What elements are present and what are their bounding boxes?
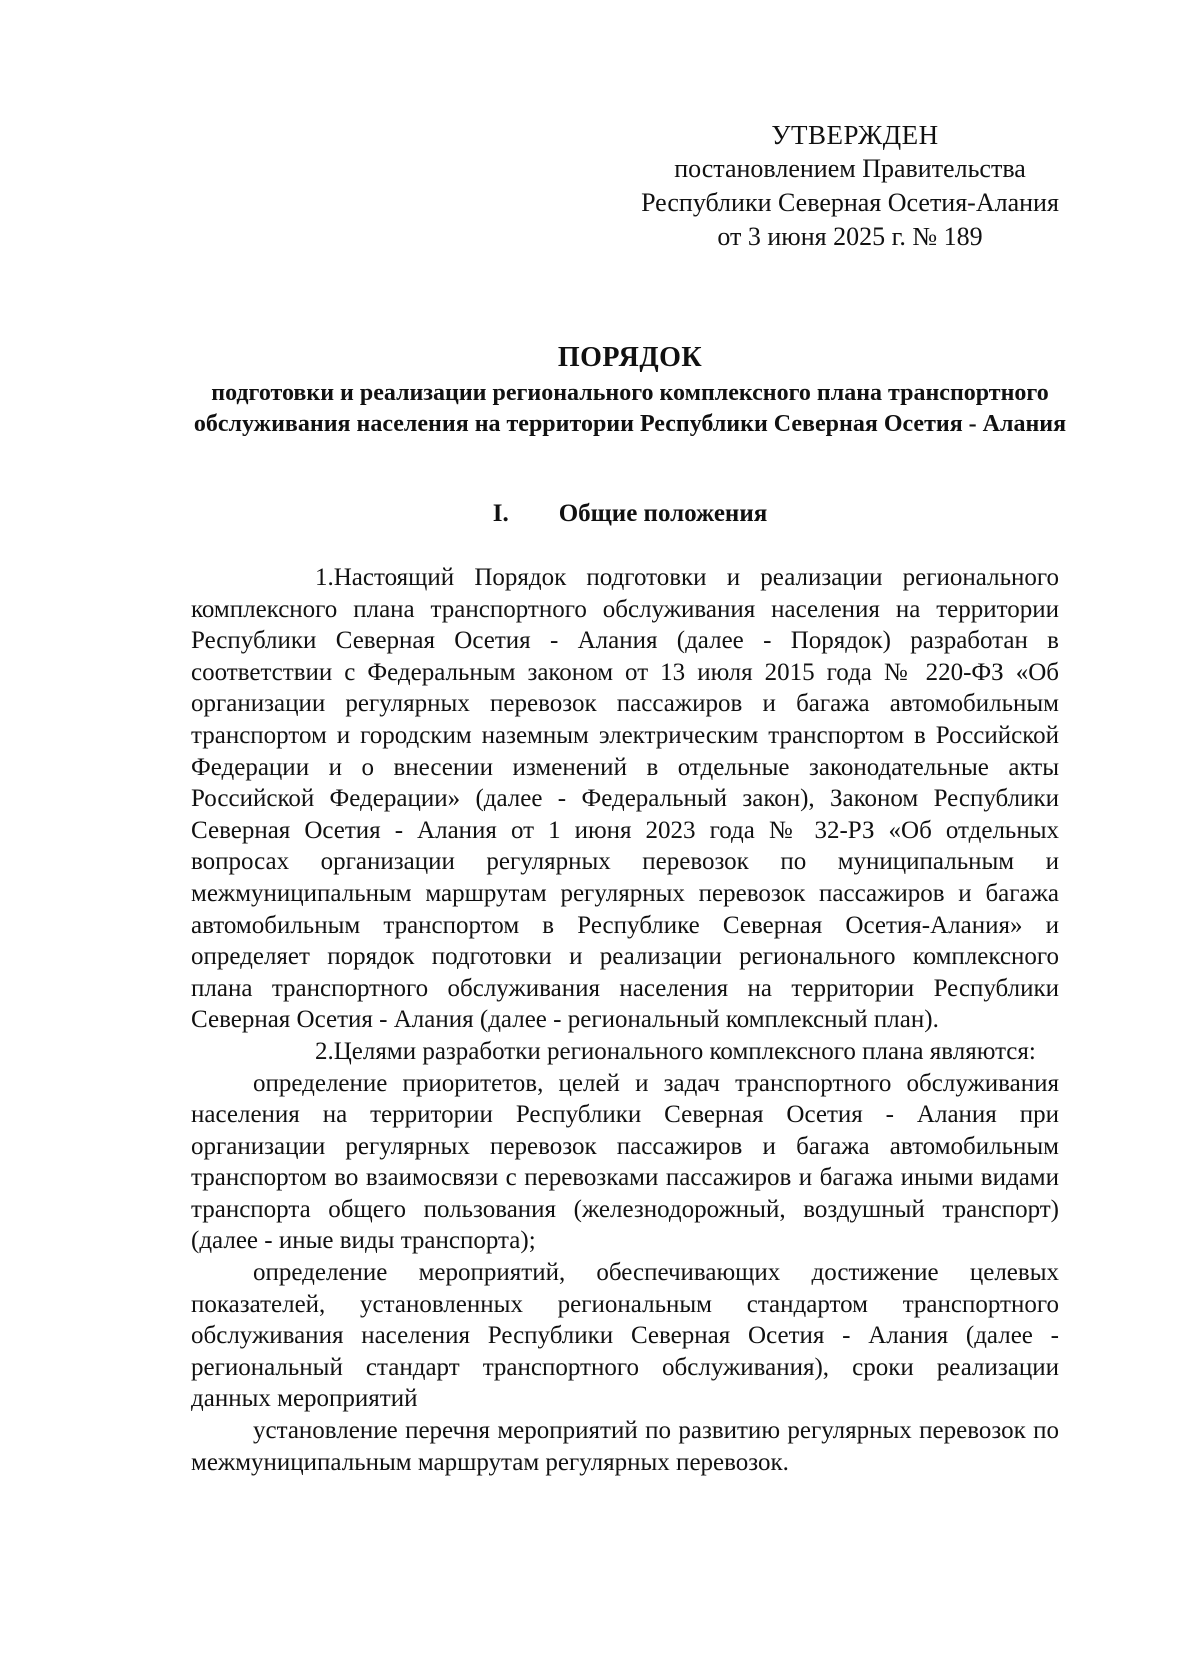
paragraph-2 bbox=[191, 1036, 1059, 1068]
document-body bbox=[191, 562, 1059, 1478]
paragraph-number: 2. bbox=[315, 1037, 334, 1065]
paragraph-goal-2 bbox=[191, 1257, 1059, 1415]
paragraph-1 bbox=[191, 562, 1059, 1036]
document-subtitle: подготовки и реализации регионального комплексного плана транспортного обслуживания населения на территории Республики Северная Осетия - Алания bbox=[193, 380, 1067, 437]
paragraph-text: определение приоритетов, целей и задач транспортного обслуживания населения на территории Республики Северная Осетия - Алания при организации регулярных перевозок пассажиров и багажа автомобильным транспортом во взаимосвязи с перевозками пассажиров и багажа иными видами транспорта общего пользования (железнодорожный, воздушный транспорт) (далее - иные виды транспорта); bbox=[191, 1069, 1059, 1255]
section-heading bbox=[190, 498, 1070, 530]
approval-line-date-number: от 3 июня 2025 г. № 189 bbox=[717, 222, 983, 251]
paragraph-text: Настоящий Порядок подготовки и реализации регионального комплексного плана транспортного обслуживания населения на территории Республики Северная Осетия - Алания (далее - Порядок) разработан в соответствии с Федеральным законом от 13 июля 2015 года № 220-ФЗ «Об организации регулярных перевозок пассажиров и багажа автомобильным транспортом и городским наземным электрическим транспортом в Российской Федерации и о внесении изменений в отдельные законодательные акты Российской Федерации» (далее - Федеральный закон), Законом Республики Северная Осетия - Алания от 1 июня 2023 года № 32-РЗ «Об отдельных вопросах организации регулярных перевозок по муниципальным и межмуниципальным маршрутам регулярных перевозок пассажиров и багажа автомобильным транспортом в Республике Северная Осетия-Алания» и определяет порядок подготовки и реализации регионального комплексного плана транспортного обслуживания населения на территории Республики Северная Осетия - Алания (далее - региональный комплексный план). bbox=[191, 564, 1059, 1034]
paragraph-text: определение мероприятий, обеспечивающих достижение целевых показателей, установленных региональным стандартом транспортного обслуживания населения Республики Северная Осетия - Алания (далее - региональный стандарт транспортного обслуживания), сроки реализации данных мероприятий bbox=[191, 1259, 1059, 1413]
document-title-block bbox=[190, 340, 1070, 440]
section-number: I. bbox=[492, 500, 509, 527]
approval-line-decree: постановлением Правительства bbox=[674, 154, 1026, 183]
paragraph-text: Целями разработки регионального комплексного плана являются: bbox=[333, 1037, 1036, 1065]
paragraph-text: установление перечня мероприятий по развитию регулярных перевозок по межмуниципальным маршрутам регулярных перевозок. bbox=[191, 1417, 1059, 1476]
approval-stamp bbox=[600, 118, 1100, 254]
paragraph-number: 1. bbox=[315, 564, 334, 591]
section-title: Общие положения bbox=[558, 500, 768, 527]
approval-title: УТВЕРЖДЕН bbox=[771, 120, 939, 150]
paragraph-goal-1 bbox=[191, 1068, 1059, 1258]
paragraph-goal-3 bbox=[191, 1415, 1059, 1478]
document-title: ПОРЯДОК bbox=[557, 342, 703, 373]
approval-line-republic: Республики Северная Осетия-Алания bbox=[641, 188, 1059, 217]
